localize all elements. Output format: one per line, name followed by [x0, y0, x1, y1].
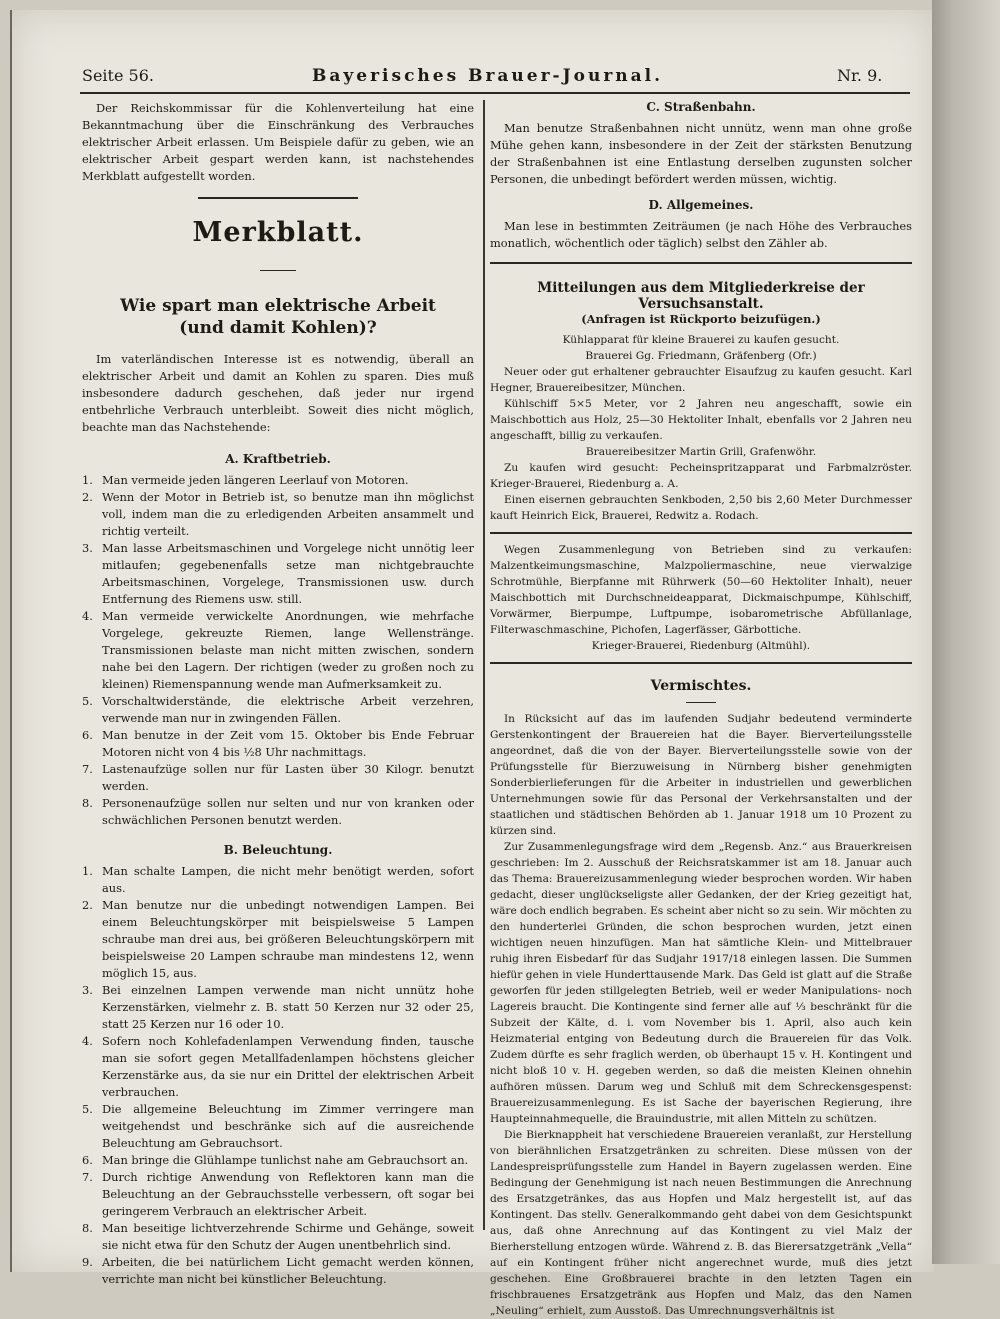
kraftbetrieb-item — [82, 727, 474, 761]
beleuchtung-item — [82, 1220, 474, 1254]
kraftbetrieb-item — [82, 761, 474, 795]
column-divider — [483, 100, 485, 1230]
item-text: Man benutze in der Zeit vom 15. Oktober bis Ende Februar Motoren nicht von 4 bis ½8 Uhr nachmittags. — [102, 728, 474, 759]
journal-title: Bayerisches Brauer-Journal. — [312, 66, 664, 86]
kraftbetrieb-item — [82, 693, 474, 727]
question-line-1: Wie spart man elektrische Arbeit — [120, 296, 436, 316]
beleuchtung-item — [82, 1033, 474, 1101]
item-number: 3. — [82, 983, 93, 997]
page-number: Seite 56. — [82, 66, 154, 85]
item-text: Man beseitige lichtverzehrende Schirme und Gehänge, soweit sie nicht etwa für den Schutz der Augen unentbehrlich sind. — [102, 1221, 474, 1252]
beleuchtung-item — [82, 897, 474, 982]
notice-1: Kühlapparat für kleine Brauerei zu kaufen gesucht. — [562, 334, 840, 346]
question-heading — [82, 295, 474, 339]
strassenbahn-text: Man benutze Straßenbahnen nicht unnütz, wenn man ohne große Mühe gehen kann, insbesondere in der Zeit der stärksten Benutzung der Straßenbahnen ist eine Entlastung derselben zugunsten solcher Personen, die unbedingt befördert werden müssen, wichtig. — [490, 121, 912, 186]
section-b-heading: B. Beleuchtung. — [223, 843, 333, 857]
item-number: 7. — [82, 1170, 93, 1184]
beleuchtung-item — [82, 1254, 474, 1288]
section-rule — [490, 662, 912, 664]
notice-rule — [490, 532, 912, 534]
kraftbetrieb-list — [82, 472, 474, 829]
section-c-heading: C. Straßenbahn. — [646, 100, 756, 114]
notice-3-sender: Brauereibesitzer Martin Grill, Grafenwöhr. — [585, 446, 817, 458]
notice-6-sender: Krieger-Brauerei, Riedenburg (Altmühl). — [591, 640, 811, 652]
question-line-2: (und damit Kohlen)? — [179, 318, 377, 338]
vermischtes-heading: Vermischtes. — [650, 678, 752, 694]
section-d-heading: D. Allgemeines. — [648, 198, 754, 212]
item-text: Man lasse Arbeitsmaschinen und Vorgelege nicht unnötig leer mitlaufen; gegebenenfalls setze man nichtgebrauchte Arbeitsmaschinen, Vorgelege, Transmissionen usw. durch Entfernung des Riemens usw. still. — [102, 541, 474, 606]
vermischtes-paragraph-3: Die Bierknappheit hat verschiedene Brauereien veranlaßt, zur Herstellung von bierähnlichen Ersatzgetränken zu schreiten. Diese müssen von der Landespreisprüfungsstelle zum Handel in Bayern zugelassen werden. Eine Bedingung der Genehmigung ist nach neuen Bestimmungen die Anrechnung des Ersatzgetränkes, das aus Hopfen und Malz hergestellt ist, auf das Kontingent. Das stellv. Generalkommando geht dabei von dem Gesichtspunkt aus, daß ohne Anrechnung auf das Kontingent zu viel Malz der Bierherstellung entzogen würde. Während z. B. das Bierersatzgetränk „Vella“ auf ein Kontingent früher nicht angerechnet wurde, muß dies jetzt geschehen. Eine Großbrauerei brachte in den letzten Tagen ein frischbrauenes Ersatzgetränk aus Hopfen und Malz, das den Namen „Neuling“ erhielt, zum Ausstoß. Das Umrechnungsverhältnis ist — [490, 1129, 912, 1317]
notice-6: Wegen Zusammenlegung von Betrieben sind zu verkaufen: Malzentkeimungsmaschine, Malzpoliermaschine, neue vierwalzige Schrotmühle, Bierpfanne mit Rührwerk (50—60 Hektoliter Inhalt), neuer Maischbottich mit Durchschneideapparat, Dickmaischpumpe, Kühlschiff, Vorwärmer, Bierpumpe, Luftpumpe, isobarometrische Abfüllanlage, Filterwaschmaschine, Pichofen, Lagerfässer, Gärbottiche. — [490, 544, 912, 636]
beleuchtung-item — [82, 863, 474, 897]
item-text: Die allgemeine Beleuchtung im Zimmer verringere man weitgehendst und beschränke sich auf die ausreichende Beleuchtung am Gebrauchsort. — [102, 1102, 474, 1150]
intro-paragraph: Der Reichskommissar für die Kohlenverteilung hat eine Bekanntmachung über die Einschränkung des Verbrauches elektrischer Arbeit erlassen. Um Beispiele dafür zu geben, wie an elektrischer Arbeit gespart werden kann, ist nachstehendes Merkblatt aufgestellt worden. — [82, 101, 474, 183]
separator-rule — [198, 197, 358, 199]
right-column — [490, 100, 912, 1319]
notice-5: Einen eisernen gebrauchten Senkboden, 2,50 bis 2,60 Meter Durchmesser kauft Heinrich Eick, Brauerei, Redwitz a. Rodach. — [490, 494, 912, 522]
item-text: Vorschaltwiderstände, die elektrische Arbeit verzehren, verwende man nur in zwingenden Fällen. — [102, 694, 474, 725]
item-number: 5. — [82, 694, 93, 708]
item-text: Lastenaufzüge sollen nur für Lasten über 30 Kilogr. benutzt werden. — [102, 762, 474, 793]
beleuchtung-item — [82, 982, 474, 1033]
item-number: 1. — [82, 864, 93, 878]
item-number: 3. — [82, 541, 93, 555]
item-text: Wenn der Motor in Betrieb ist, so benutze man ihn möglichst voll, indem man die zu erledigenden Arbeiten ansammelt und richtig verteilt. — [102, 490, 474, 538]
notice-1-sender: Brauerei Gg. Friedmann, Gräfenberg (Ofr.) — [585, 350, 817, 362]
header-rule — [80, 92, 910, 94]
kraftbetrieb-item — [82, 472, 474, 489]
section-rule — [490, 262, 912, 264]
kraftbetrieb-item — [82, 608, 474, 693]
allgemeines-text: Man lese in bestimmten Zeiträumen (je nach Höhe des Verbrauches monatlich, wöchentlich oder täglich) selbst den Zähler ab. — [490, 219, 912, 250]
item-text: Man vermeide jeden längeren Leerlauf von Motoren. — [102, 473, 409, 487]
beleuchtung-list — [82, 863, 474, 1288]
kraftbetrieb-item — [82, 795, 474, 829]
page-header — [82, 66, 912, 92]
merkblatt-heading: Merkblatt. — [192, 217, 364, 248]
item-number: 1. — [82, 473, 93, 487]
item-number: 4. — [82, 609, 93, 623]
short-rule — [686, 702, 716, 703]
item-text: Durch richtige Anwendung von Reflektoren kann man die Beleuchtung an der Gebrauchsstelle verbessern, oft sogar bei geringerem Verbrauch an elektrischer Arbeit. — [102, 1170, 474, 1218]
beleuchtung-item — [82, 1169, 474, 1220]
notice-2: Neuer oder gut erhaltener gebrauchter Eisaufzug zu kaufen gesucht. Karl Hegner, Brauereibesitzer, München. — [490, 366, 912, 394]
item-text: Man benutze nur die unbedingt notwendigen Lampen. Bei einem Beleuchtungskörper mit beispielsweise 5 Lampen schraube man drei aus, bei größeren Beleuchtungskörpern mit beispielsweise 20 Lampen schraube man mindestens 12, wenn möglich 15, aus. — [102, 898, 474, 980]
notice-3: Kühlschiff 5×5 Meter, vor 2 Jahren neu angeschafft, sowie ein Maischbottich aus Holz, 25—30 Hektoliter Inhalt, ebenfalls vor 2 Jahren neu angeschafft, billig zu verkaufen. — [490, 398, 912, 442]
item-number: 7. — [82, 762, 93, 776]
page-edge — [932, 0, 1000, 1264]
item-text: Sofern noch Kohlefadenlampen Verwendung finden, tausche man sie sofort gegen Metallfadenlampen höchstens gleicher Kerzenstärke aus, da sie nur ein Drittel der elektrischen Arbeit verbrauchen. — [102, 1034, 474, 1099]
kraftbetrieb-item — [82, 540, 474, 608]
mitteilungen-subheading: (Anfragen ist Rückporto beizufügen.) — [581, 312, 821, 326]
item-number: 5. — [82, 1102, 93, 1116]
beleuchtung-item — [82, 1101, 474, 1152]
item-text: Man vermeide verwickelte Anordnungen, wie mehrfache Vorgelege, gekreuzte Riemen, lange Wellenstränge. Transmissionen belaste man nicht mitten zwischen, sondern nahe bei den Lagern. Der richtigen (weder zu großen noch zu kleinen) Riemenspannung wende man Aufmerksamkeit zu. — [102, 609, 474, 691]
lead-paragraph: Im vaterländischen Interesse ist es notwendig, überall an elektrischer Arbeit und damit an Kohlen zu sparen. Dies muß insbesondere dadurch geschehen, daß jeder nur irgend entbehrliche Verbrauch unterbleibt. Soweit dies nicht möglich, beachte man das Nachstehende: — [82, 352, 474, 434]
issue-number: Nr. 9. — [837, 66, 883, 85]
item-text: Man bringe die Glühlampe tunlichst nahe am Gebrauchsort an. — [102, 1153, 469, 1167]
item-number: 2. — [82, 490, 93, 504]
left-column — [82, 100, 474, 1288]
item-number: 8. — [82, 796, 93, 810]
item-text: Bei einzelnen Lampen verwende man nicht unnütz hohe Kerzenstärken, vielmehr z. B. statt 50 Kerzen nur 32 oder 25, statt 25 Kerzen nur 16 oder 10. — [102, 983, 474, 1031]
item-text: Man schalte Lampen, die nicht mehr benötigt werden, sofort aus. — [102, 864, 474, 895]
item-text: Arbeiten, die bei natürlichem Licht gemacht werden können, verrichte man nicht bei künstlicher Beleuchtung. — [102, 1255, 474, 1286]
beleuchtung-item — [82, 1152, 474, 1169]
item-text: Personenaufzüge sollen nur selten und nur von kranken oder schwächlichen Personen benutzt werden. — [102, 796, 474, 827]
section-a-heading: A. Kraftbetrieb. — [225, 452, 331, 466]
item-number: 6. — [82, 1153, 93, 1167]
item-number: 9. — [82, 1255, 93, 1269]
kraftbetrieb-item — [82, 489, 474, 540]
vermischtes-paragraph-1: In Rücksicht auf das im laufenden Sudjahr bedeutend verminderte Gerstenkontingent der Brauereien hat die Bayer. Bierverteilungsstelle angeordnet, daß die von der Bayer. Bierverteilungsstelle sowie von der Prüfungsstelle für Bierzuweisung in Nürnberg bisher genehmigten Sonderbierlieferungen für die Arbeiter in industriellen und gewerblichen Unternehmungen sowie für das Personal der Verkehrsanstalten und der staatlichen und städtischen Behörden ab 1. Januar 1918 um 10 Prozent zu kürzen sind. — [490, 713, 912, 837]
item-number: 6. — [82, 728, 93, 742]
item-number: 8. — [82, 1221, 93, 1235]
short-rule — [260, 270, 296, 271]
notice-4: Zu kaufen wird gesucht: Pecheinspritzapparat und Farbmalzröster. Krieger-Brauerei, Riedenburg a. A. — [490, 462, 912, 490]
vermischtes-paragraph-2: Zur Zusammenlegungsfrage wird dem „Regensb. Anz.“ aus Brauerkreisen geschrieben: Im 2. Ausschuß der Reichsratskammer ist am 18. Januar auch das Thema: Brauereizusammenlegung wieder besprochen worden. Wir haben gedacht, dieser unglückseligste aller Gedanken, der der Krieg gezeitigt hat, wäre doch endlich begraben. Es scheint aber nicht so zu sein. Wir möchten zu den hunderterlei Gründen, die schon besprochen wurden, jetzt einen wichtigen neuen hinzufügen. Man hat sämtliche Klein- und Mittelbrauer ruhig ihren Eisbedarf für das Sudjahr 1917/18 einlegen lassen. Die Summen hiefür gehen in viele Hunderttausende Mark. Das Geld ist glatt auf die Straße geworfen für jeden stillgelegten Betrieb, weil er weder Manipulations- noch Lagereis braucht. Die Kontingente sind ferner alle auf ⅓ beschränkt für die Subzeit der Kälte, d. i. vom November bis 1. April, also auch kein Heizmaterial entging von Bedeutung durch die Brauereien für das Volk. Zudem dürfte es sehr fraglich werden, ob überhaupt 15 v. H. Kontingent und nicht bloß 10 v. H. gegeben werden, so daß die meisten Kleinen ohnehin aufhören müssen. Darum weg und Schluß mit dem Schreckensgespenst: Brauereizusammenlegung. Es ist Sache der bayerischen Regierung, ihre Haupteinnahmequelle, die Brauindustrie, mit allen Mitteln zu schützen. — [490, 841, 912, 1125]
item-number: 4. — [82, 1034, 93, 1048]
mitteilungen-heading: Mitteilungen aus dem Mitgliederkreise der Versuchsanstalt. — [537, 280, 865, 312]
item-number: 2. — [82, 898, 93, 912]
